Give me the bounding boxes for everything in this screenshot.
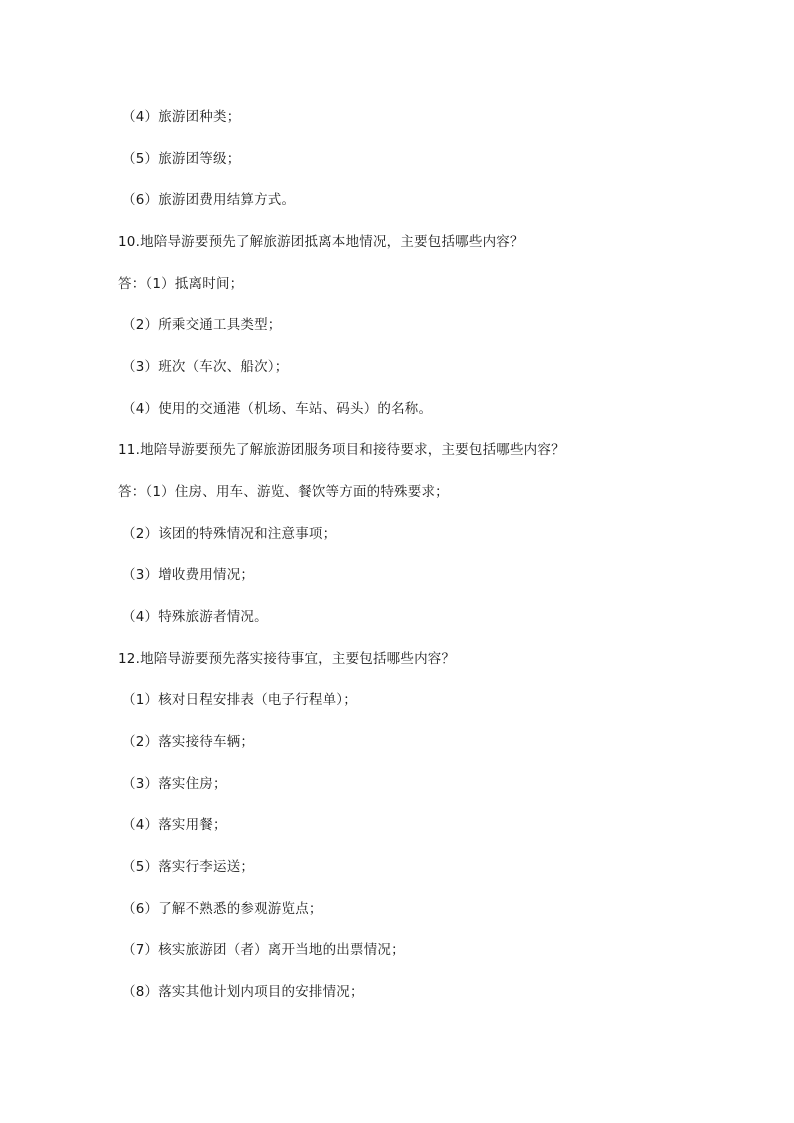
list-item: （4）使用的交通港（机场、车站、码头）的名称。	[122, 401, 433, 417]
list-item: （3）班次（车次、船次）；	[122, 359, 289, 375]
list-item: （2）该团的特殊情况和注意事项；	[122, 526, 337, 542]
list-item: （4）特殊旅游者情况。	[122, 609, 268, 625]
list-item: （5）旅游团等级；	[122, 151, 241, 167]
list-item: （3）落实住房；	[122, 776, 227, 792]
answer-line: 答：（1）住房、用车、游览、餐饮等方面的特殊要求；	[118, 484, 449, 500]
list-item: （2）落实接待车辆；	[122, 734, 255, 750]
list-item: （6）了解不熟悉的参观游览点；	[122, 901, 323, 917]
list-item: （4）落实用餐；	[122, 817, 227, 833]
list-item: （6）旅游团费用结算方式。	[122, 192, 296, 208]
list-item: （3）增收费用情况；	[122, 567, 255, 583]
list-item: （8）落实其他计划内项目的安排情况；	[122, 984, 364, 1000]
list-item: （7）核实旅游团（者）离开当地的出票情况；	[122, 942, 405, 958]
list-item: （2）所乘交通工具类型；	[122, 317, 282, 333]
answer-line: 答：（1）抵离时间；	[118, 276, 244, 292]
question-heading: 11.地陪导游要预先了解旅游团服务项目和接待要求，主要包括哪些内容？	[118, 442, 565, 458]
list-item: （4）旅游团种类；	[122, 109, 241, 125]
list-item: （1）核对日程安排表（电子行程单）；	[122, 692, 357, 708]
question-heading: 12.地陪导游要预先落实接待事宜，主要包括哪些内容？	[118, 651, 456, 667]
question-heading: 10.地陪导游要预先了解旅游团抵离本地情况，主要包括哪些内容？	[118, 234, 524, 250]
list-item: （5）落实行李运送；	[122, 859, 255, 875]
